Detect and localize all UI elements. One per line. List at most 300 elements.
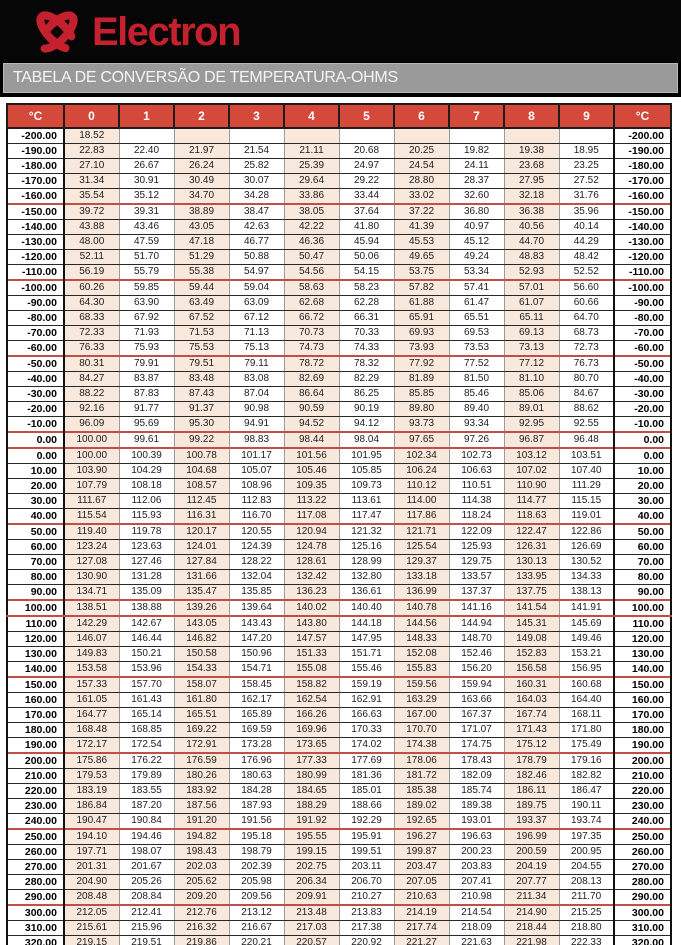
data-cell: 197.35 [559, 829, 614, 845]
data-cell: 101.56 [284, 448, 339, 464]
temp-cell-right: 30.00 [614, 494, 671, 509]
data-cell: 83.48 [174, 372, 229, 387]
data-cell: 197.71 [64, 845, 119, 860]
data-cell: 167.37 [449, 708, 504, 723]
data-cell: 128.22 [229, 555, 284, 570]
data-cell: 204.90 [64, 875, 119, 890]
data-cell: 162.91 [339, 693, 394, 708]
data-cell: 88.62 [559, 402, 614, 417]
data-cell: 95.30 [174, 417, 229, 433]
data-cell: 119.78 [119, 524, 174, 540]
data-cell [174, 128, 229, 144]
temp-cell-left: 50.00 [7, 524, 64, 540]
data-cell: 157.70 [119, 677, 174, 693]
data-cell: 204.19 [504, 860, 559, 875]
table-row [7, 402, 671, 417]
data-cell: 209.91 [284, 890, 339, 906]
data-cell: 39.31 [119, 204, 174, 220]
data-cell: 188.29 [284, 799, 339, 814]
data-cell: 135.47 [174, 585, 229, 601]
data-cell: 50.47 [284, 250, 339, 265]
data-cell: 64.70 [559, 311, 614, 326]
data-cell: 35.54 [64, 189, 119, 205]
data-cell: 207.77 [504, 875, 559, 890]
data-cell: 168.85 [119, 723, 174, 738]
data-cell: 142.67 [119, 616, 174, 632]
data-cell: 85.06 [504, 387, 559, 402]
data-cell: 128.61 [284, 555, 339, 570]
data-cell: 80.31 [64, 356, 119, 372]
table-row [7, 220, 671, 235]
table-row [7, 159, 671, 174]
data-cell [339, 128, 394, 144]
temp-cell-right: -90.00 [614, 296, 671, 311]
data-cell: 108.96 [229, 479, 284, 494]
data-cell: 42.22 [284, 220, 339, 235]
data-cell: 116.70 [229, 509, 284, 525]
data-cell: 112.45 [174, 494, 229, 509]
data-cell: 89.01 [504, 402, 559, 417]
table-row [7, 570, 671, 585]
data-cell: 94.12 [339, 417, 394, 433]
table-row [7, 799, 671, 814]
data-cell: 112.83 [229, 494, 284, 509]
data-cell: 46.36 [284, 235, 339, 250]
data-cell: 27.52 [559, 174, 614, 189]
data-cell: 86.25 [339, 387, 394, 402]
data-cell: 35.96 [559, 204, 614, 220]
data-cell: 105.46 [284, 464, 339, 479]
data-cell: 79.51 [174, 356, 229, 372]
data-cell: 202.75 [284, 860, 339, 875]
data-cell: 98.04 [339, 432, 394, 448]
table-row [7, 326, 671, 341]
table-row [7, 845, 671, 860]
temp-cell-left: 280.00 [7, 875, 64, 890]
data-cell: 122.09 [449, 524, 504, 540]
data-cell: 122.86 [559, 524, 614, 540]
data-cell: 101.95 [339, 448, 394, 464]
data-cell: 135.85 [229, 585, 284, 601]
data-cell: 134.71 [64, 585, 119, 601]
data-cell: 219.86 [174, 936, 229, 945]
data-cell: 209.56 [229, 890, 284, 906]
temp-cell-left: 0.00 [7, 448, 64, 464]
table-row [7, 144, 671, 159]
table-row [7, 585, 671, 601]
data-cell: 186.11 [504, 784, 559, 799]
temp-cell-right: -100.00 [614, 280, 671, 296]
data-cell: 93.73 [394, 417, 449, 433]
data-cell: 55.79 [119, 265, 174, 281]
temp-cell-left: -140.00 [7, 220, 64, 235]
data-cell: 52.11 [64, 250, 119, 265]
data-cell: 128.99 [339, 555, 394, 570]
temp-cell-right: 270.00 [614, 860, 671, 875]
data-cell: 207.05 [394, 875, 449, 890]
temp-cell-right: -40.00 [614, 372, 671, 387]
data-cell: 45.53 [394, 235, 449, 250]
data-cell: 207.41 [449, 875, 504, 890]
data-cell: 200.59 [504, 845, 559, 860]
data-cell: 149.46 [559, 632, 614, 647]
temp-cell-right: -70.00 [614, 326, 671, 341]
data-cell: 173.65 [284, 738, 339, 754]
data-cell: 98.44 [284, 432, 339, 448]
data-cell: 105.85 [339, 464, 394, 479]
data-cell: 147.95 [339, 632, 394, 647]
data-cell: 174.02 [339, 738, 394, 754]
data-cell: 218.44 [504, 921, 559, 936]
column-header: 5 [339, 104, 394, 128]
data-cell: 104.29 [119, 464, 174, 479]
data-cell: 191.20 [174, 814, 229, 830]
data-cell: 220.21 [229, 936, 284, 945]
data-cell: 177.69 [339, 753, 394, 769]
data-cell: 79.11 [229, 356, 284, 372]
data-cell: 110.51 [449, 479, 504, 494]
data-cell: 88.22 [64, 387, 119, 402]
data-cell: 91.37 [174, 402, 229, 417]
data-cell: 145.69 [559, 616, 614, 632]
data-cell: 39.72 [64, 204, 119, 220]
data-cell: 133.18 [394, 570, 449, 585]
data-cell: 139.26 [174, 600, 229, 616]
data-cell: 89.40 [449, 402, 504, 417]
data-cell: 218.09 [449, 921, 504, 936]
temp-cell-left: 80.00 [7, 570, 64, 585]
data-cell: 63.49 [174, 296, 229, 311]
temp-cell-right: 140.00 [614, 662, 671, 678]
data-cell: 196.27 [394, 829, 449, 845]
data-cell: 199.15 [284, 845, 339, 860]
data-cell: 219.51 [119, 936, 174, 945]
data-cell: 85.85 [394, 387, 449, 402]
data-cell: 216.67 [229, 921, 284, 936]
data-cell: 27.95 [504, 174, 559, 189]
data-cell: 143.43 [229, 616, 284, 632]
data-cell: 37.22 [394, 204, 449, 220]
data-cell: 35.12 [119, 189, 174, 205]
data-cell: 206.34 [284, 875, 339, 890]
table-row [7, 265, 671, 281]
table-row [7, 432, 671, 448]
temp-cell-left: 60.00 [7, 540, 64, 555]
data-cell: 68.33 [64, 311, 119, 326]
data-cell: 192.65 [394, 814, 449, 830]
data-cell: 51.29 [174, 250, 229, 265]
temp-cell-left: 40.00 [7, 509, 64, 525]
data-cell: 53.34 [449, 265, 504, 281]
table-row [7, 204, 671, 220]
data-cell: 40.97 [449, 220, 504, 235]
temp-cell-right: -60.00 [614, 341, 671, 357]
data-cell: 24.11 [449, 159, 504, 174]
data-cell: 120.17 [174, 524, 229, 540]
data-cell: 111.29 [559, 479, 614, 494]
data-cell: 123.63 [119, 540, 174, 555]
data-cell: 61.47 [449, 296, 504, 311]
table-sheet [0, 97, 681, 945]
temp-cell-left: 180.00 [7, 723, 64, 738]
table-row [7, 860, 671, 875]
table-row [7, 784, 671, 799]
data-cell: 90.59 [284, 402, 339, 417]
temp-cell-left: 120.00 [7, 632, 64, 647]
table-row [7, 647, 671, 662]
data-cell: 115.93 [119, 509, 174, 525]
table-row [7, 677, 671, 693]
data-cell: 163.29 [394, 693, 449, 708]
temp-cell-right: 320.00 [614, 936, 671, 945]
table-row [7, 921, 671, 936]
data-cell: 66.31 [339, 311, 394, 326]
data-cell: 83.87 [119, 372, 174, 387]
data-cell: 219.15 [64, 936, 119, 945]
table-row [7, 235, 671, 250]
temp-cell-left: 170.00 [7, 708, 64, 723]
data-cell [284, 128, 339, 144]
data-cell: 44.70 [504, 235, 559, 250]
temp-cell-right: 170.00 [614, 708, 671, 723]
data-cell: 116.31 [174, 509, 229, 525]
data-cell: 20.25 [394, 144, 449, 159]
data-cell: 102.73 [449, 448, 504, 464]
data-cell: 213.12 [229, 905, 284, 921]
data-cell: 133.57 [449, 570, 504, 585]
temp-cell-left: -40.00 [7, 372, 64, 387]
data-cell: 32.18 [504, 189, 559, 205]
data-cell: 179.53 [64, 769, 119, 784]
data-cell: 59.44 [174, 280, 229, 296]
data-cell: 187.93 [229, 799, 284, 814]
data-cell: 147.20 [229, 632, 284, 647]
temp-cell-right: -30.00 [614, 387, 671, 402]
temp-cell-left: 0.00 [7, 432, 64, 448]
data-cell: 82.69 [284, 372, 339, 387]
data-cell: 57.41 [449, 280, 504, 296]
data-cell: 155.46 [339, 662, 394, 678]
data-cell: 215.61 [64, 921, 119, 936]
data-cell: 92.55 [559, 417, 614, 433]
data-cell: 95.69 [119, 417, 174, 433]
data-cell: 214.90 [504, 905, 559, 921]
data-cell: 115.54 [64, 509, 119, 525]
data-cell: 60.26 [64, 280, 119, 296]
data-cell: 23.25 [559, 159, 614, 174]
temp-cell-right: 0.00 [614, 448, 671, 464]
data-cell: 53.75 [394, 265, 449, 281]
temp-cell-left: 200.00 [7, 753, 64, 769]
temp-cell-left: 190.00 [7, 738, 64, 754]
data-cell: 149.08 [504, 632, 559, 647]
data-cell: 184.28 [229, 784, 284, 799]
data-cell: 203.11 [339, 860, 394, 875]
temp-cell-right: 240.00 [614, 814, 671, 830]
temp-cell-right: -130.00 [614, 235, 671, 250]
data-cell: 77.92 [394, 356, 449, 372]
temp-cell-left: 10.00 [7, 464, 64, 479]
data-cell: 165.14 [119, 708, 174, 723]
data-cell: 216.32 [174, 921, 229, 936]
data-cell: 91.77 [119, 402, 174, 417]
data-cell: 164.40 [559, 693, 614, 708]
data-cell: 124.39 [229, 540, 284, 555]
data-cell: 154.71 [229, 662, 284, 678]
temp-cell-right: -120.00 [614, 250, 671, 265]
temp-cell-right: -200.00 [614, 128, 671, 144]
data-cell: 61.07 [504, 296, 559, 311]
data-cell: 208.48 [64, 890, 119, 906]
data-cell: 195.55 [284, 829, 339, 845]
table-row [7, 723, 671, 738]
data-cell: 153.96 [119, 662, 174, 678]
data-cell: 185.01 [339, 784, 394, 799]
data-cell: 126.31 [504, 540, 559, 555]
temp-cell-right: 230.00 [614, 799, 671, 814]
data-cell: 165.51 [174, 708, 229, 723]
data-cell: 130.90 [64, 570, 119, 585]
data-cell: 50.06 [339, 250, 394, 265]
data-cell: 74.33 [339, 341, 394, 357]
temp-cell-right: 40.00 [614, 509, 671, 525]
data-cell: 113.61 [339, 494, 394, 509]
data-cell: 152.08 [394, 647, 449, 662]
data-cell: 119.40 [64, 524, 119, 540]
table-row [7, 250, 671, 265]
data-cell: 84.67 [559, 387, 614, 402]
data-cell: 45.12 [449, 235, 504, 250]
data-cell: 184.65 [284, 784, 339, 799]
data-cell: 196.99 [504, 829, 559, 845]
data-cell: 22.83 [64, 144, 119, 159]
table-row [7, 189, 671, 205]
temp-cell-left: -90.00 [7, 296, 64, 311]
data-cell: 175.12 [504, 738, 559, 754]
data-cell: 66.72 [284, 311, 339, 326]
data-cell: 199.87 [394, 845, 449, 860]
column-header: 4 [284, 104, 339, 128]
data-cell: 194.46 [119, 829, 174, 845]
temp-cell-right: 50.00 [614, 524, 671, 540]
data-cell: 64.30 [64, 296, 119, 311]
temp-cell-left: 130.00 [7, 647, 64, 662]
data-cell: 215.25 [559, 905, 614, 921]
data-cell: 183.55 [119, 784, 174, 799]
temp-cell-left: -130.00 [7, 235, 64, 250]
data-cell: 33.86 [284, 189, 339, 205]
temp-cell-left: -20.00 [7, 402, 64, 417]
temp-cell-right: -20.00 [614, 402, 671, 417]
data-cell: 124.78 [284, 540, 339, 555]
data-cell: 159.56 [394, 677, 449, 693]
data-cell: 121.32 [339, 524, 394, 540]
data-cell: 186.84 [64, 799, 119, 814]
data-cell: 58.63 [284, 280, 339, 296]
column-header: 9 [559, 104, 614, 128]
data-cell: 125.93 [449, 540, 504, 555]
data-cell: 178.06 [394, 753, 449, 769]
temp-cell-left: -150.00 [7, 204, 64, 220]
data-cell: 161.80 [174, 693, 229, 708]
data-cell: 143.80 [284, 616, 339, 632]
data-cell [559, 128, 614, 144]
data-cell: 168.48 [64, 723, 119, 738]
data-cell: 208.84 [119, 890, 174, 906]
temp-cell-right: 280.00 [614, 875, 671, 890]
data-cell: 57.01 [504, 280, 559, 296]
data-cell: 69.93 [394, 326, 449, 341]
data-cell: 150.96 [229, 647, 284, 662]
data-cell: 73.13 [504, 341, 559, 357]
data-cell: 210.63 [394, 890, 449, 906]
data-cell: 217.38 [339, 921, 394, 936]
data-cell: 175.86 [64, 753, 119, 769]
data-cell: 70.33 [339, 326, 394, 341]
table-row [7, 296, 671, 311]
data-cell: 148.70 [449, 632, 504, 647]
data-cell: 139.64 [229, 600, 284, 616]
data-cell: 97.65 [394, 432, 449, 448]
data-cell: 143.05 [174, 616, 229, 632]
data-cell: 62.68 [284, 296, 339, 311]
column-header: °C [614, 104, 671, 128]
temp-cell-left: 310.00 [7, 921, 64, 936]
data-cell: 117.86 [394, 509, 449, 525]
table-row [7, 417, 671, 433]
data-cell: 100.78 [174, 448, 229, 464]
data-cell: 185.38 [394, 784, 449, 799]
data-cell: 168.11 [559, 708, 614, 723]
data-cell: 174.75 [449, 738, 504, 754]
table-row [7, 769, 671, 784]
data-cell: 201.31 [64, 860, 119, 875]
data-cell: 152.46 [449, 647, 504, 662]
data-cell: 50.88 [229, 250, 284, 265]
data-cell: 214.54 [449, 905, 504, 921]
data-cell [229, 128, 284, 144]
data-cell: 73.93 [394, 341, 449, 357]
data-cell: 188.66 [339, 799, 394, 814]
data-cell: 75.13 [229, 341, 284, 357]
table-row [7, 509, 671, 525]
data-cell: 107.02 [504, 464, 559, 479]
temp-cell-right: 210.00 [614, 769, 671, 784]
table-row [7, 356, 671, 372]
data-cell: 40.14 [559, 220, 614, 235]
data-cell: 21.11 [284, 144, 339, 159]
temp-cell-right: 0.00 [614, 432, 671, 448]
temp-cell-left: 20.00 [7, 479, 64, 494]
data-cell: 24.54 [394, 159, 449, 174]
data-cell: 203.83 [449, 860, 504, 875]
data-cell: 114.00 [394, 494, 449, 509]
data-cell: 29.64 [284, 174, 339, 189]
data-cell: 102.34 [394, 448, 449, 464]
data-cell: 217.03 [284, 921, 339, 936]
table-row [7, 464, 671, 479]
data-cell: 30.49 [174, 174, 229, 189]
data-cell: 71.13 [229, 326, 284, 341]
temp-cell-right: 60.00 [614, 540, 671, 555]
data-cell: 130.52 [559, 555, 614, 570]
data-cell: 85.46 [449, 387, 504, 402]
data-cell: 110.12 [394, 479, 449, 494]
data-cell: 177.33 [284, 753, 339, 769]
data-cell: 71.93 [119, 326, 174, 341]
data-cell: 159.94 [449, 677, 504, 693]
temp-cell-left: -60.00 [7, 341, 64, 357]
